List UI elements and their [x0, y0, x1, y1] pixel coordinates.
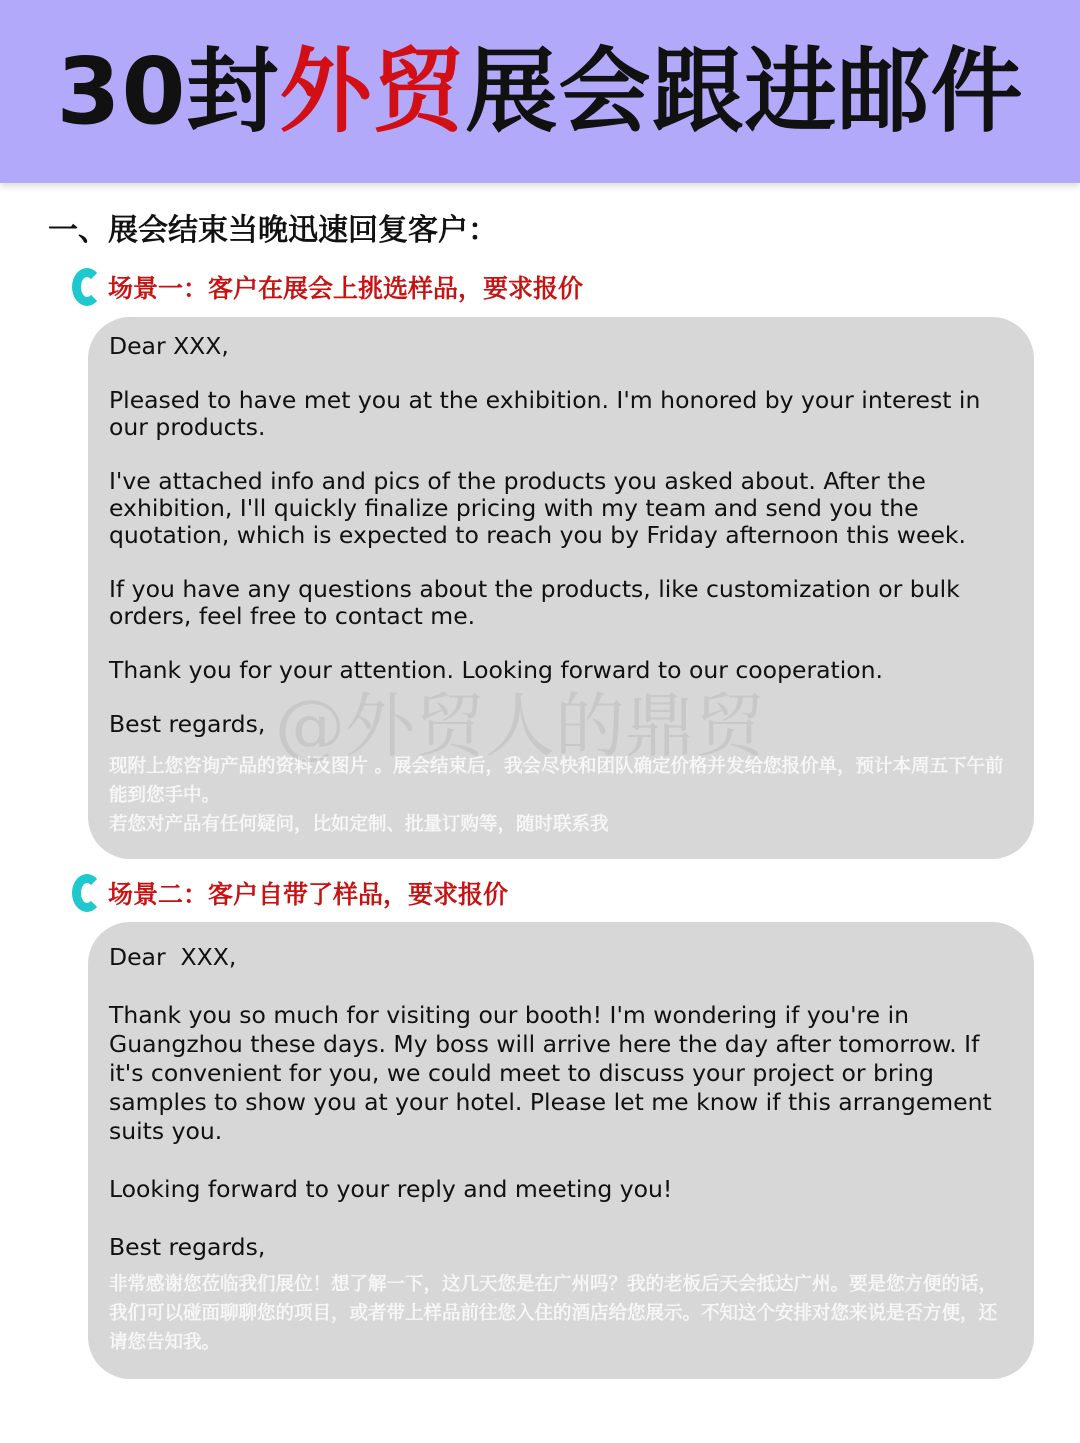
page-title: [56, 37, 1024, 145]
email-card-2: [88, 922, 1034, 1379]
email-card-1: [88, 317, 1034, 859]
email-greeting: Dear XXX,: [109, 943, 237, 971]
title-part-2-highlight: 外贸: [279, 37, 466, 145]
bracket-icon: [72, 874, 94, 912]
email-paragraph: Pleased to have met you at the exhibition. I'm honored by your interest in our products.: [109, 386, 981, 441]
email-paragraph: Thank you so much for visiting our booth! I'm wondering if you're in Guangzhou these days. My boss will arrive here the day after tomorrow. If it's convenient for you, we could meet to discuss your project or bring samples to show you at your hotel. Please let me know if this arrangement suits you.: [109, 1001, 992, 1145]
chinese-translation: 现附上您咨询产品的资料及图片 。展会结束后，我会尽快和团队确定价格并发给您报价单，预计本周五下午前能到您手中。: [109, 756, 1004, 806]
scene-1-label: 场景一：客户在展会上挑选样品，要求报价: [108, 274, 584, 303]
email-closing: Best regards,: [109, 710, 266, 738]
email-greeting: Dear XXX,: [109, 332, 229, 360]
scene-2-label: 场景二：客户自带了样品，要求报价: [108, 880, 509, 909]
bracket-icon: [72, 268, 94, 306]
section-heading: 一、展会结束当晚迅速回复客户：: [48, 213, 498, 248]
title-part-3: 展会跟进邮件: [465, 37, 1024, 145]
header-banner: [0, 0, 1080, 183]
watermark: @外贸人的鼎贸: [275, 685, 765, 767]
scene-2-heading: [72, 873, 508, 913]
email-closing: Best regards,: [109, 1233, 266, 1261]
chinese-translation: 非常感谢您莅临我们展位！想了解一下，这几天您是在广州吗？我的老板后天会抵达广州。要是您方便的话，我们可以碰面聊聊您的项目，或者带上样品前往您入住的酒店给您展示。不知这个安排对您来说是否方便，还请您告知我。: [109, 1274, 998, 1353]
email-paragraph: Looking forward to your reply and meeting you!: [109, 1175, 673, 1203]
title-part-1: 30封: [56, 37, 280, 145]
email-paragraph: If you have any questions about the products, like customization or bulk orders, feel free to contact me.: [109, 575, 960, 630]
scene-1-heading: [72, 267, 583, 307]
chinese-translation: 若您对产品有任何疑问，比如定制、批量订购等，随时联系我: [109, 814, 609, 835]
email-paragraph: Thank you for your attention. Looking forward to our cooperation.: [109, 656, 883, 684]
email-paragraph: I've attached info and pics of the products you asked about. After the exhibition, I'll quickly finalize pricing with my team and send you the quotation, which is expected to reach you by Friday afternoon this week.: [109, 467, 966, 549]
